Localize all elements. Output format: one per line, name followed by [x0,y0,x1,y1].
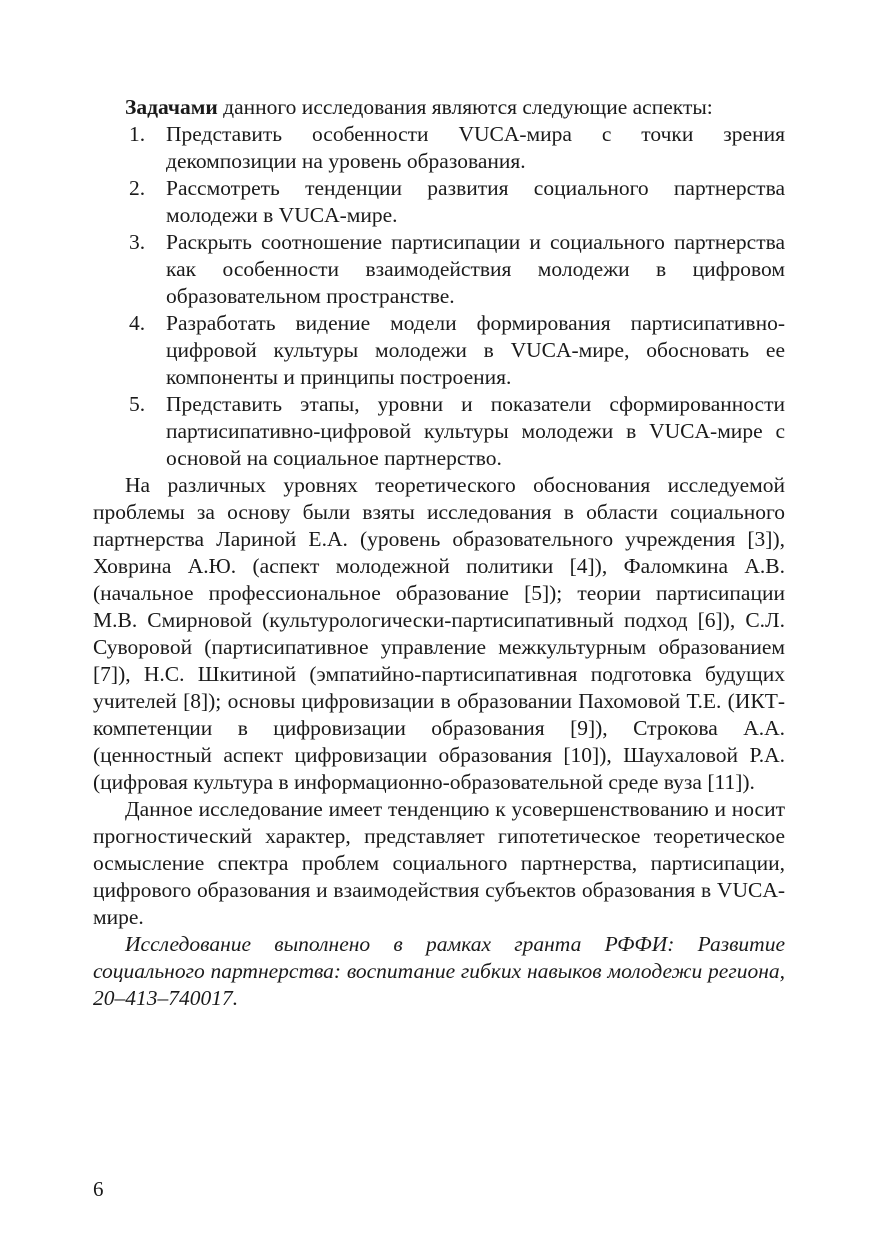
task-text: Раскрыть соотношение партисипации и социального партнерства как особенности взаимодействия молодежи в цифровом образовательном пространстве. [166,230,785,308]
tasks-intro-bold: Задачами [125,95,218,119]
task-item [93,310,785,391]
grant-paragraph: Исследование выполнено в рамках гранта РФФИ: Развитие социального партнерства: воспитание гибких навыков молодежи региона, 20–413–740017. [93,932,785,1010]
research-character-paragraph: Данное исследование имеет тенденцию к усовершенствованию и носит прогностический характер, представляет гипотетическое теоретическое осмысление спектра проблем социального партнерства, партисипации, цифрового образования и взаимодействия субъектов образования в VUCA-мире. [93,797,785,929]
page-number: 6 [93,1177,104,1201]
theory-paragraph: На различных уровнях теоретического обоснования исследуемой проблемы за основу были взяты исследования в области социального партнерства Лариной Е.А. (уровень образовательного учреждения [3]), Ховрина А.Ю. (аспект молодежной политики [4]), Фаломкина А.В. (начальное профессиональное образование [5]); теории партисипации М.В. Смирновой (культурологически-партисипативный подход [6]), С.Л. Суворовой (партисипативное управление межкультурным образованием [7]), Н.С. Шкитиной (эмпатийно-партисипативная подготовка будущих учителей [8]); основы цифровизации в образовании Пахомовой Т.Е. (ИКТ-компетенции в цифровизации образования [9]), Строкова А.А. (ценностный аспект цифровизации образования [10]), Шаухаловой Р.А. (цифровая культура в информационно-образовательной среде вуза [11]). [93,473,785,794]
task-number: 3. [129,230,146,254]
task-number: 1. [129,122,146,146]
page-text [93,94,785,1012]
task-item [93,229,785,310]
task-item [93,121,785,175]
tasks-list [93,121,785,472]
tasks-intro-rest: данного исследования являются следующие аспекты: [217,95,713,119]
task-item [93,175,785,229]
task-text: Разработать видение модели формирования партисипативно-цифровой культуры молодежи в VUCA-мире, обосновать ее компоненты и принципы построения. [166,311,785,389]
task-text: Рассмотреть тенденции развития социального партнерства молодежи в VUCA-мире. [166,176,785,227]
task-item [93,391,785,472]
task-text: Представить особенности VUCA-мира с точки зрения декомпозиции на уровень образования. [166,122,785,173]
task-text: Представить этапы, уровни и показатели сформированности партисипативно-цифровой культуры молодежи в VUCA-мире с основой на социальное партнерство. [166,392,785,470]
task-number: 5. [129,392,146,416]
task-number: 4. [129,311,146,335]
task-number: 2. [129,176,146,200]
tasks-intro [93,94,785,121]
